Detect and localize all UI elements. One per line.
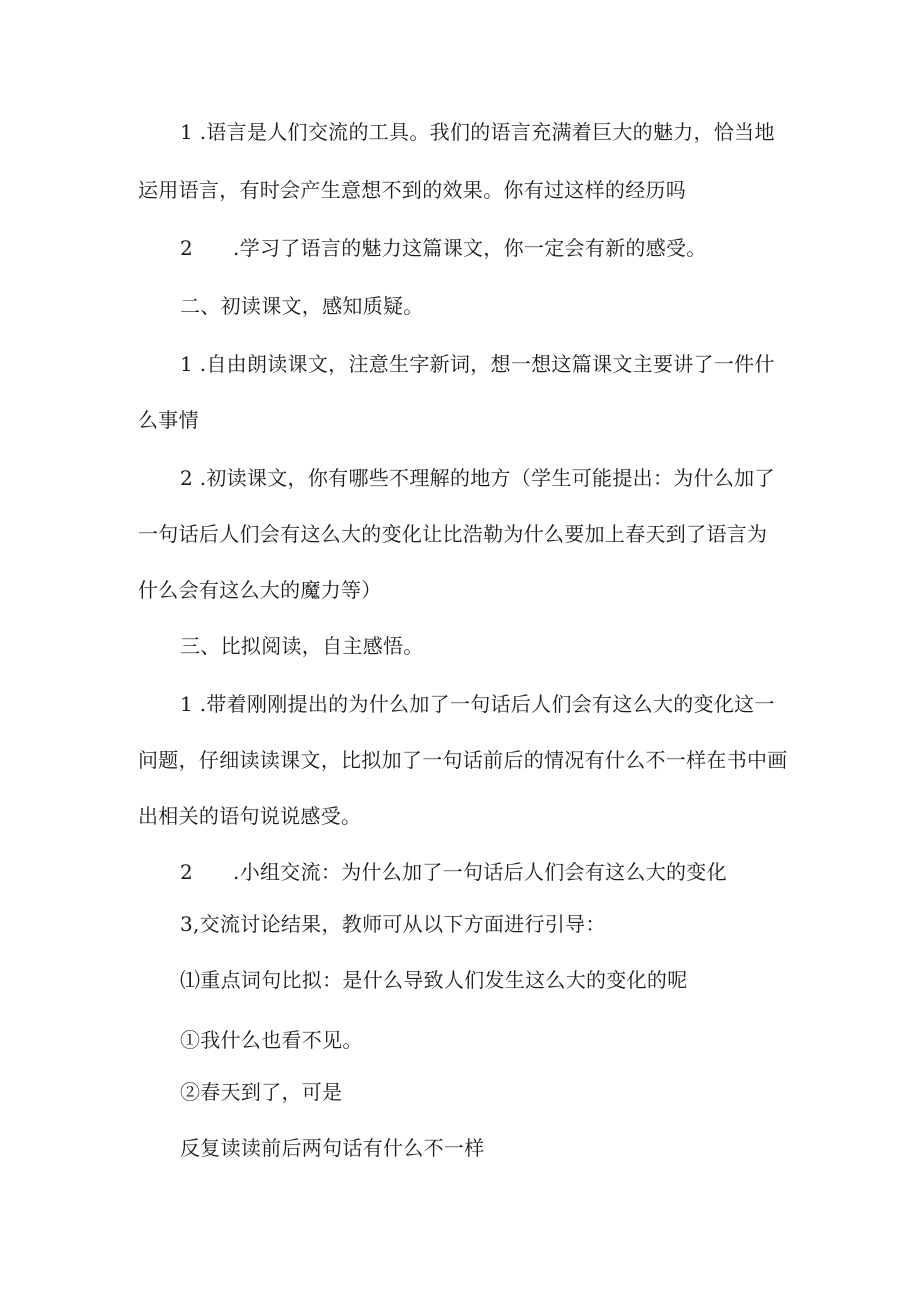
paragraph-6-text: .小组交流：为什么加了一句话后人们会有这么大的变化 [233, 860, 727, 884]
paragraph-1-text: .语言是人们交流的工具。我们的语言充满着巨大的魅力，恰当地 [199, 120, 775, 144]
paragraph-1-line-1 [180, 118, 775, 146]
paragraph-8: ⑴重点词句比拟：是什么导致人们发生这么大的变化的呢 [180, 968, 688, 992]
paragraph-1-line-2: 运用语言，有时会产生意想不到的效果。你有过这样的经历吗 [138, 178, 687, 202]
section-heading-2: 二、初读课文，感知质疑。 [180, 294, 424, 318]
paragraph-4-text: .初读课文，你有哪些不理解的地方（学生可能提出：为什么加了 [199, 466, 775, 490]
paragraph-4-line-1 [180, 464, 775, 492]
paragraph-5-line-1 [180, 690, 775, 718]
example-sentence-1: ①我什么也看不见。 [180, 1028, 363, 1052]
paragraph-4-line-2: 一句话后人们会有这么大的变化让比浩勒为什么要加上春天到了语言为 [138, 522, 768, 546]
paragraph-2 [180, 234, 707, 262]
paragraph-3-line-1 [180, 350, 775, 378]
paragraph-7: 3,交流讨论结果，教师可从以下方面进行引导： [180, 912, 606, 936]
paragraph-5-text: .带着刚刚提出的为什么加了一句话后人们会有这么大的变化这一 [199, 692, 775, 716]
paragraph-2-number: 2 [180, 236, 194, 260]
paragraph-1-number: 1 [180, 120, 194, 144]
paragraph-3-line-2: 么事情 [138, 408, 199, 432]
paragraph-6-number: 2 [180, 860, 194, 884]
paragraph-4-line-3: 什么会有这么大的魔力等） [138, 578, 382, 602]
paragraph-3-text: .自由朗读课文，注意生字新词，想一想这篇课文主要讲了一件什 [199, 352, 775, 376]
section-heading-3: 三、比拟阅读，自主感悟。 [180, 634, 424, 658]
paragraph-11: 反复读读前后两句话有什么不一样 [180, 1136, 485, 1160]
example-sentence-2: ②春天到了，可是 [180, 1080, 343, 1104]
paragraph-5-number: 1 [180, 692, 194, 716]
paragraph-6 [180, 858, 727, 886]
paragraph-2-text: .学习了语言的魅力这篇课文，你一定会有新的感受。 [233, 236, 707, 260]
paragraph-5-line-2: 问题，仔细读读课文，比拟加了一句话前后的情况有什么不一样在书中画 [138, 748, 788, 772]
paragraph-4-number: 2 [180, 466, 194, 490]
paragraph-5-line-3: 出相关的语句说说感受。 [138, 804, 362, 828]
paragraph-3-number: 1 [180, 352, 194, 376]
